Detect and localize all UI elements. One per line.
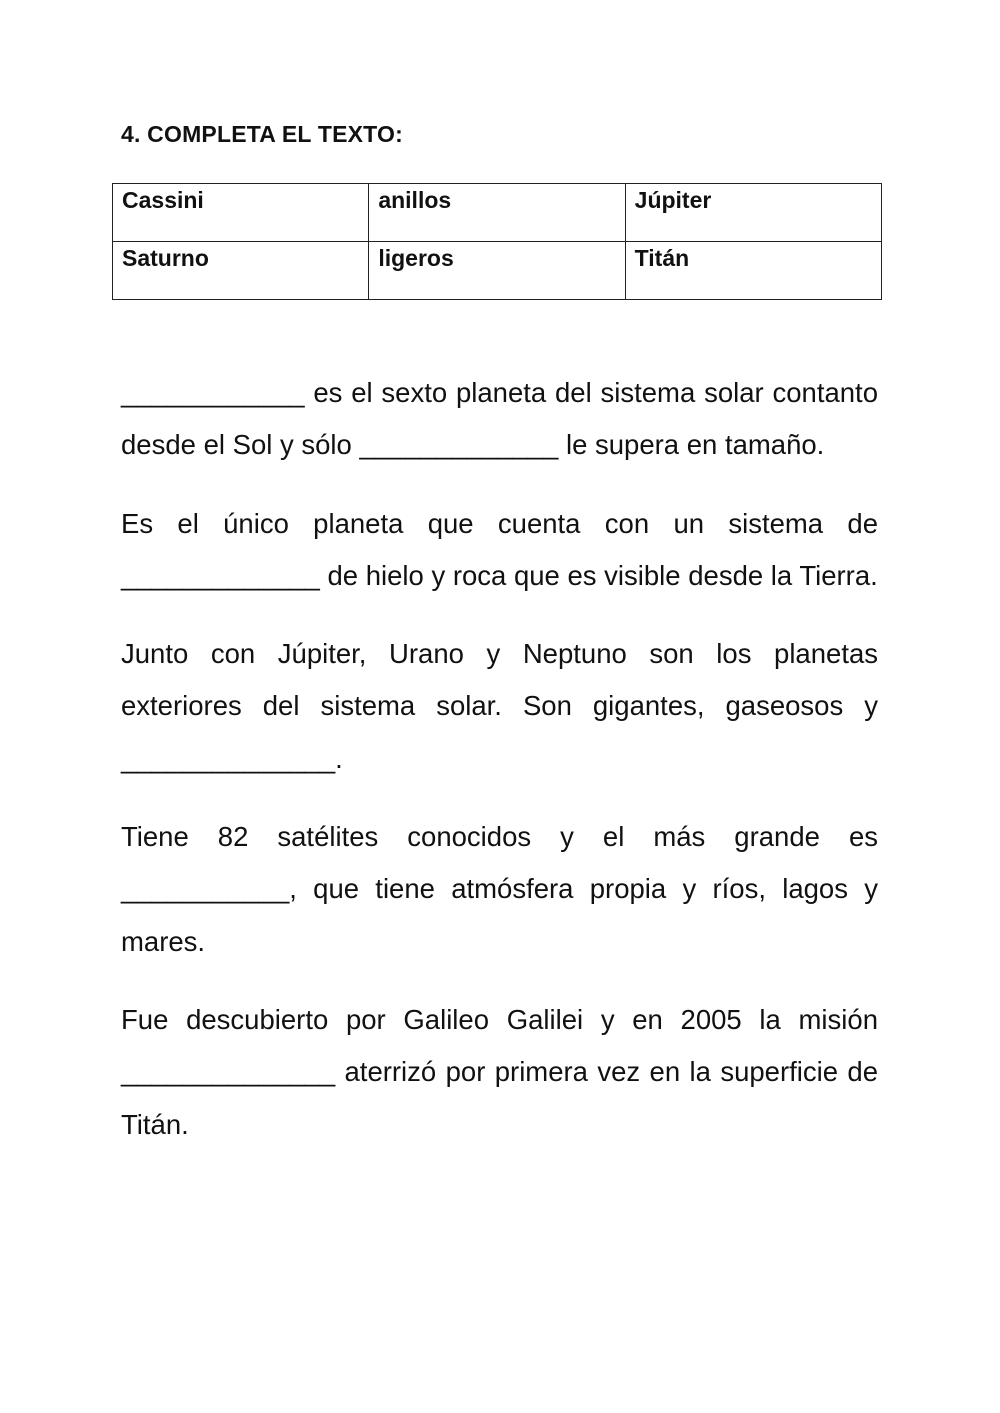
paragraph-text: aterrizó por primera vez en la superficie de Titán. bbox=[121, 1056, 878, 1140]
word-bank-table bbox=[112, 183, 882, 300]
word-option: Júpiter bbox=[634, 187, 712, 213]
word-option: anillos bbox=[378, 187, 452, 213]
paragraph-text: Es el único planeta que cuenta con un sistema de bbox=[121, 507, 878, 539]
paragraph-text: Junto con Júpiter, Urano y Neptuno son los planetas exteriores del sistema solar. Son gigantes, gaseosos y bbox=[121, 638, 878, 722]
paragraph-outer-planets bbox=[121, 628, 878, 785]
blank[interactable]: ____________ bbox=[121, 377, 305, 408]
blank[interactable]: ___________ bbox=[121, 873, 290, 905]
paragraph-text: Fue descubierto por Galileo Galilei y en 2005 la misión bbox=[121, 1003, 878, 1035]
paragraph-text: Tiene 82 satélites conocidos y el más grande es bbox=[121, 821, 878, 853]
word-option: Titán bbox=[634, 245, 690, 271]
blank[interactable]: ______________ bbox=[121, 742, 336, 774]
word-option: Cassini bbox=[122, 187, 204, 213]
word-option: Saturno bbox=[122, 245, 209, 271]
paragraph-saturn-size bbox=[121, 367, 878, 472]
paragraph-satellites bbox=[121, 811, 878, 968]
paragraph-discovery bbox=[121, 994, 878, 1151]
blank[interactable]: _____________ bbox=[359, 429, 559, 461]
paragraph-text: de hielo y roca que es visible desde la Tierra. bbox=[319, 559, 878, 591]
paragraph-text: es el sexto planeta del sistema solar contanto desde el Sol y sólo bbox=[121, 377, 878, 461]
blank[interactable]: _____________ bbox=[121, 559, 320, 591]
word-bank-cell bbox=[369, 242, 625, 300]
word-bank-row bbox=[113, 242, 882, 300]
fill-in-text bbox=[121, 367, 878, 1177]
word-bank-cell bbox=[625, 184, 881, 242]
word-option: ligeros bbox=[378, 245, 454, 271]
word-bank-cell bbox=[113, 242, 369, 300]
word-bank-cell bbox=[369, 184, 625, 242]
word-bank-row bbox=[113, 184, 882, 242]
paragraph-text: le supera en tamaño. bbox=[558, 429, 825, 461]
word-bank-cell bbox=[113, 184, 369, 242]
word-bank-cell bbox=[625, 242, 881, 300]
paragraph-text: , que tiene atmósfera propia y ríos, lagos y mares. bbox=[121, 873, 878, 957]
blank[interactable]: ______________ bbox=[121, 1056, 336, 1088]
exercise-title: 4. COMPLETA EL TEXTO: bbox=[121, 121, 403, 147]
paragraph-text: . bbox=[335, 742, 343, 774]
paragraph-rings bbox=[121, 498, 878, 603]
